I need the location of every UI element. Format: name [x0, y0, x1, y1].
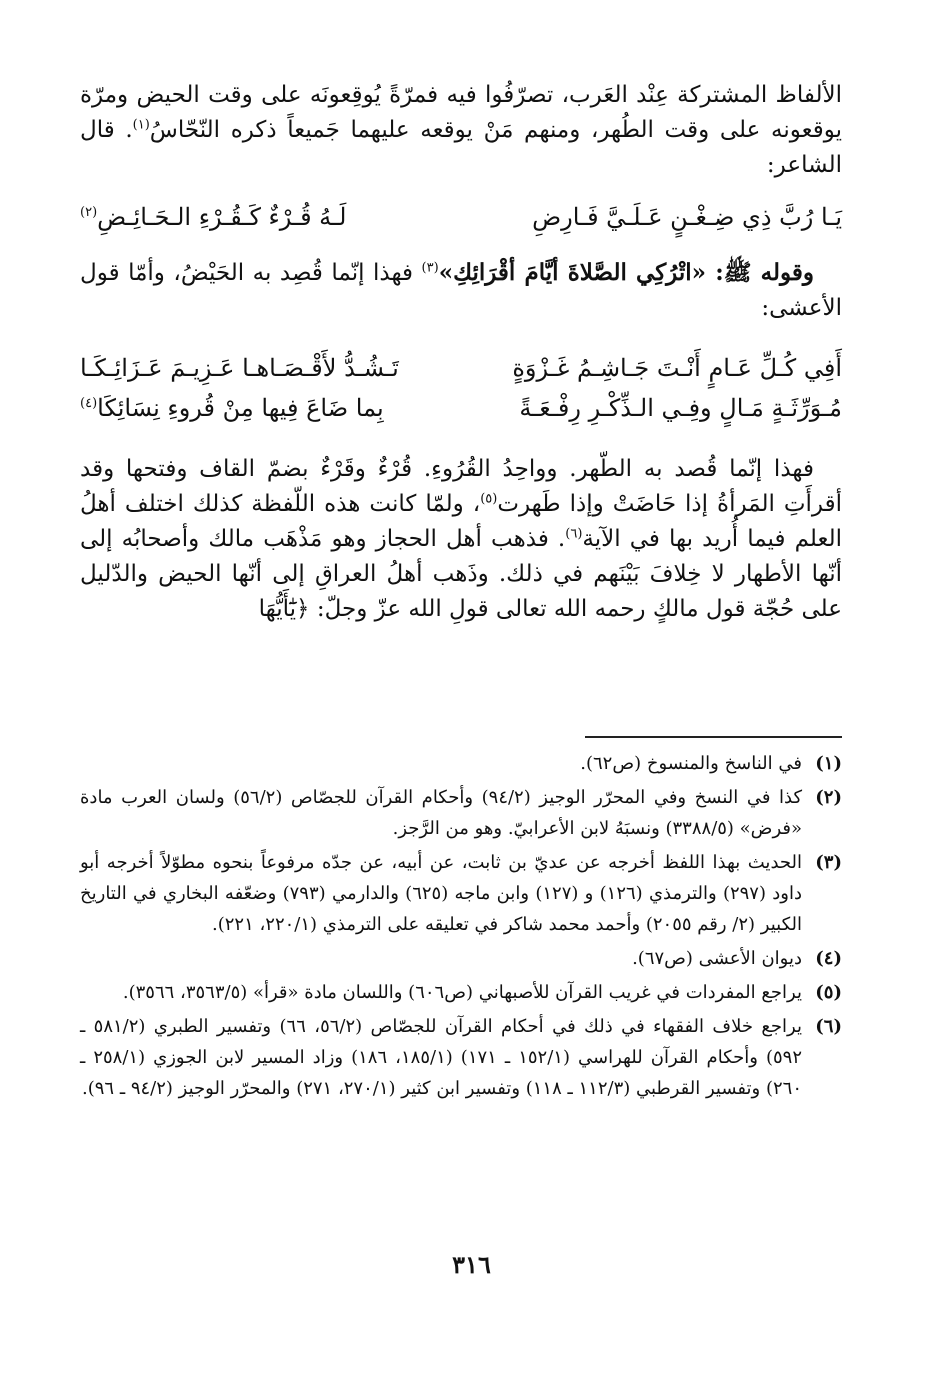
- footnotes: [80, 748, 842, 1107]
- main-text: [80, 78, 842, 627]
- footnote: (١) في الناسخ والمنسوخ (ص٦٢).: [580, 753, 842, 774]
- footnote-ref[interactable]: (٢): [80, 205, 98, 220]
- footnote-ref[interactable]: (٥): [480, 491, 498, 507]
- footnote-ref[interactable]: (١): [132, 117, 150, 133]
- footnote-ref[interactable]: (٦): [565, 526, 583, 542]
- footnote: (٣) الحديث بهذا اللفظ أخرجه عن عديّ بن ثابت، عن أبيه، عن جدّه مرفوعاً بنحوه مطوّلاً أخرجه أبو داود (٢٩٧) والترمذي (١٢٦) و (١٢٧) وابن ماجه (٦٢٥) والدارمي (٧٩٣) وضعّفه البخاري في التاريخ الكبير (٢/ رقم ٢٠٥٥) وأحمد محمد شاكر في تعليقه على الترمذي (٢٢٠/١، ٢٢١).: [80, 852, 842, 935]
- verse-hemistich: تَـشُـدُّ لأَقْـصَـاهـا عَـزِيـمَ عَـزَائِـكَـا: [80, 354, 399, 382]
- footnote-ref[interactable]: (٣): [421, 260, 439, 276]
- footnote: (٥) يراجع المفردات في غريب القرآن للأصبهاني (ص٦٠٦) واللسان مادة «قرأ» (٣٥٦٣/٥، ٣٥٦٦).: [122, 982, 842, 1003]
- footnote: (٤) ديوان الأعشى (ص٦٧).: [632, 948, 842, 969]
- footnote: (٦) يراجع خلاف الفقهاء في ذلك في أحكام القرآن للجصّاص (٥٦/٢، ٦٦) وتفسير الطبري (٥٨١/٢ ـ ٥٩٢) وأحكام القرآن للهراسي (١٥٢/١ ـ ١٧١) (١٨٥/١، ١٨٦) وزاد المسير لابن الجوزي (٢٥٨/١ ـ ٢٦٠) وتفسير القرطبي (١١٢/٣ ـ ١١٨) وتفسير ابن كثير (٢٧٠/١، ٢٧١) والمحرّر الوجيز (٩٤/٢ ـ ٩٦).: [80, 1016, 842, 1099]
- poetry-verse: [80, 388, 842, 428]
- poetry-verse: [80, 348, 842, 388]
- page-number: ٣١٦: [452, 1250, 491, 1279]
- verse-hemistich: لَـهُ قُـرْءٌ كَـقُـرْءِ الـحَـائِـضِ$^{(٢)}$: [80, 203, 347, 231]
- poetry-verse: [80, 197, 842, 237]
- footnote: (٢) كذا في النسخ وفي المحرّر الوجيز (٩٤/٢) وأحكام القرآن للجصّاص (٥٦/٢) ولسان العرب مادة «فرض» (٣٣٨٨/٥) ونسبَهُ لابن الأعرابيّ. وهو من الرَّجز.: [80, 787, 842, 839]
- footnote-divider: [585, 736, 842, 738]
- verse-hemistich: مُـوَرِّثَـةٍ مَـالٍ وفِـي الـذِّكْـرِ رِفْـعَـةً: [519, 394, 842, 422]
- paragraph: وقوله ﷺ: «اتْرُكِي الصَّلاةَ أيَّامَ أقْرَائِكِ»$^{(٣)}$ فهذا إنّما قُصِد به الحَيْضُ، وأمّا قول الأعشى:: [80, 259, 842, 321]
- paragraph: فهذا إنّما قُصد به الطّهر. وواحِدُ القُرُوءِ. قُرْءٌ وقَرْءٌ بضمّ القاف وفتحها وقد أقرأَتِ المَرأةُ إذا حَاضَتْ وإذا طَهرت$^{(٥)}$، ولمّا كانت هذه اللّفظة كذلك اختلف أهلُ العلم فيما أُريد بها في الآية$^{(٦)}$. فذهب أهل الحجاز وهو مَذْهَب مالك وأصحابُه إلى أنّها الأطهار لا خِلافَ بَيْنَهم في ذلك. وذَهب أهلُ العراقِ إلى أنّها الحيض والدّليل على حُجّة قول مالكٍ رحمه الله تعالى قولِ الله عزّ وجلّ: ﴿يَٰٓأَيُّهَا: [80, 456, 842, 622]
- poetry-block: [80, 348, 842, 428]
- verse-hemistich: يَـا رُبَّ ذِي ضِـغْـنٍ عَـلَـيَّ فَـارِضِ: [532, 203, 842, 231]
- paragraph: الألفاظ المشتركة عِنْد العَرب، تصرّفُوا فيه فمرّةً يُوقِعونَه على وقت الحيض ومرّة يوقعونه على وقت الطُهر، ومنهم مَنْ يوقعه عليهما جَميعاً ذكره النّحّاسُ$^{(١)}$. قال الشاعر:: [80, 82, 842, 178]
- footnote-ref[interactable]: (٤): [80, 396, 98, 411]
- verse-hemistich: أَفِي كُـلِّ عَـامٍ أَنْـتَ جَـاشِـمُ غَـزْوَةٍ: [512, 354, 842, 382]
- verse-hemistich: بِما ضَاعَ فِيها مِنْ قُروءِ نِسَائِكَا$^{(٤)}$: [80, 394, 384, 422]
